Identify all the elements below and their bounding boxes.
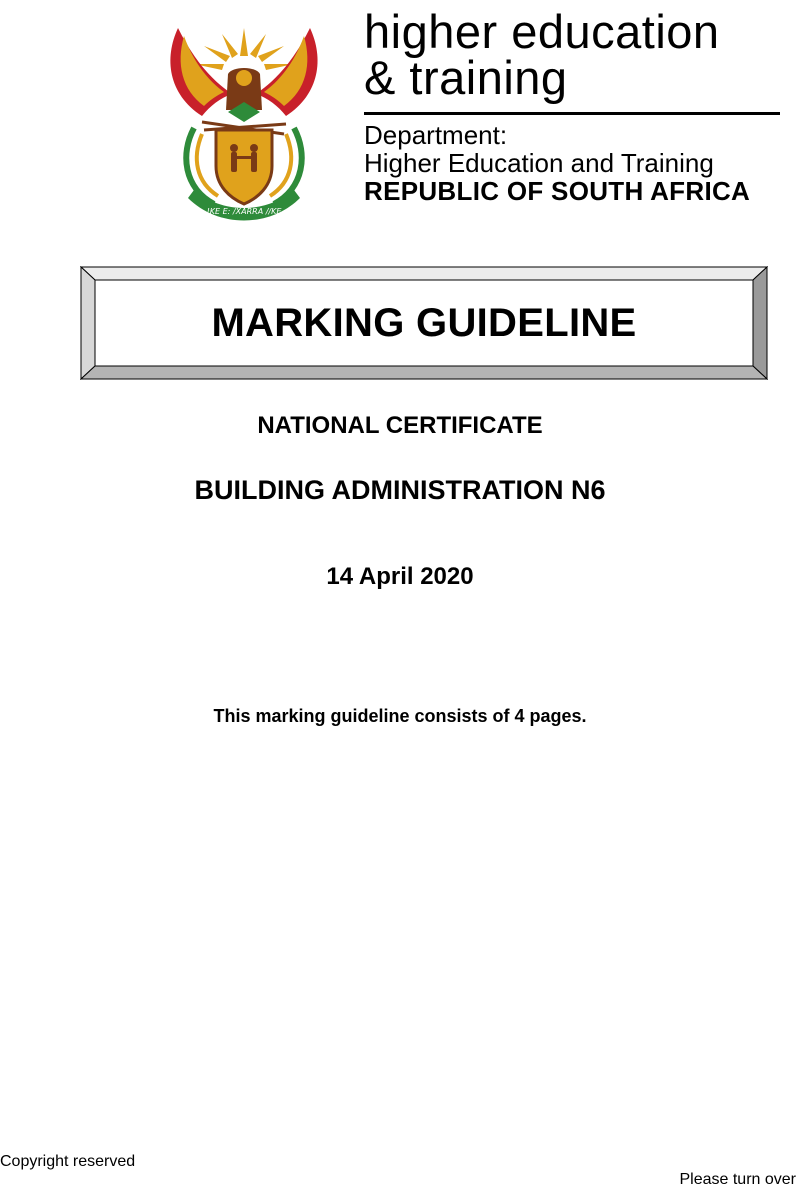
department-label: Department: (364, 120, 508, 150)
document-title: MARKING GUIDELINE (211, 300, 637, 345)
sun-rays (194, 28, 294, 70)
department-name: Higher Education and Training (364, 148, 714, 178)
emblem-motto: !KE E: /XARRA //KE (206, 207, 282, 216)
turn-over-note: Please turn over (679, 1171, 796, 1188)
page-count-note: This marking guideline consists of 4 pages. (213, 706, 587, 726)
copyright-notice: Copyright reserved (0, 1153, 136, 1170)
subject-title: BUILDING ADMINISTRATION N6 (194, 475, 606, 505)
brand-heading-line-2: & training (364, 51, 568, 104)
certificate-type: NATIONAL CERTIFICATE (257, 412, 543, 439)
brand-heading-line-1: higher education (364, 5, 720, 58)
exam-date: 14 April 2020 (326, 563, 474, 590)
department-country: REPUBLIC OF SOUTH AFRICA (364, 176, 751, 206)
shield (216, 130, 272, 204)
coat-of-arms-logo (158, 18, 330, 226)
brand-divider (364, 112, 780, 115)
